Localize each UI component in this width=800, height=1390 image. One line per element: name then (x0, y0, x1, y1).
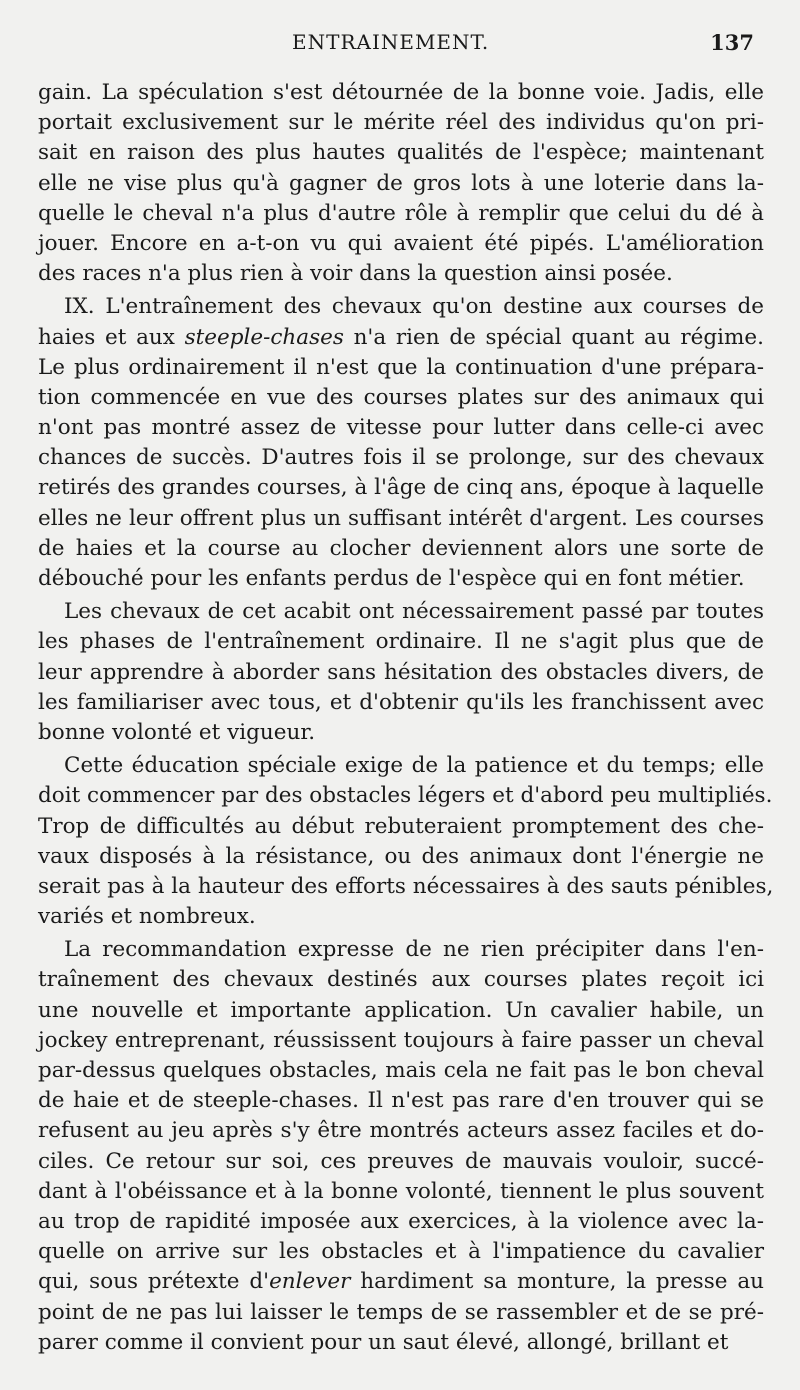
text-line: quelle on arrive sur les obstacles et à l'impatience du cavalier (38, 1239, 764, 1265)
paragraph (38, 935, 764, 1358)
text-line: refusent au jeu après s'y être montrés acteurs assez faciles et do- (38, 1118, 764, 1144)
text-line: de haie et de steeple-chases. Il n'est pas rare d'en trouver qui se (38, 1088, 764, 1114)
paragraph (38, 78, 764, 289)
text-line: point de ne pas lui laisser le temps de se rassembler et de se pré- (38, 1299, 764, 1325)
text-line: elle ne vise plus qu'à gagner de gros lots à une loterie dans la- (38, 170, 764, 196)
text-line: haies et aux steeple-chases n'a rien de spécial quant au régime. (38, 324, 764, 350)
text-line: portait exclusivement sur le mérite réel des individus qu'on pri- (38, 110, 764, 136)
text-line: Le plus ordinairement il n'est que la continuation d'une prépara- (38, 354, 764, 380)
text-line: quelle le cheval n'a plus d'autre rôle à remplir que celui du dé à (38, 200, 764, 226)
text-line: dant à l'obéissance et à la bonne volonté, tiennent le plus souvent (38, 1178, 764, 1204)
text-line: bonne volonté et vigueur. (38, 719, 316, 745)
text-line: chances de succès. D'autres fois il se prolonge, sur des chevaux (38, 445, 764, 471)
text-line: Les chevaux de cet acabit ont nécessairement passé par toutes (64, 599, 764, 625)
text-line: IX. L'entraînement des chevaux qu'on destine aux courses de (64, 294, 764, 320)
text-line: Cette éducation spéciale exige de la patience et du temps; elle (64, 753, 764, 779)
running-title: ENTRAINEMENT. (292, 30, 490, 54)
body-text (38, 78, 774, 1358)
text-line: une nouvelle et importante application. Un cavalier habile, un (38, 997, 764, 1023)
page-number: 137 (710, 30, 754, 55)
text-line: serait pas à la hauteur des efforts nécessaires à des sauts pénibles, (38, 873, 774, 899)
text-line: doit commencer par des obstacles légers et d'abord peu multipliés. (38, 783, 773, 809)
paragraph (38, 751, 774, 932)
page-header (40, 30, 754, 60)
text-line: traînement des chevaux destinés aux courses plates reçoit ici (38, 967, 764, 993)
text-line: La recommandation expresse de ne rien précipiter dans l'en- (64, 937, 764, 963)
text-line: vaux disposés à la résistance, ou des animaux dont l'énergie ne (38, 843, 764, 869)
text-line: Trop de difficultés au début rebuteraient promptement des che- (38, 813, 764, 839)
text-line: débouché pour les enfants perdus de l'espèce qui en font métier. (38, 566, 745, 591)
text-line: ciles. Ce retour sur soi, ces preuves de mauvais vouloir, succé- (38, 1148, 764, 1174)
text-line: tion commencée en vue des courses plates sur des animaux qui (38, 384, 764, 410)
text-line: les familiariser avec tous, et d'obtenir qu'ils les franchissent avec (38, 689, 764, 715)
text-line: par-dessus quelques obstacles, mais cela ne fait pas le bon cheval (38, 1058, 764, 1083)
text-line: gain. La spéculation s'est détournée de la bonne voie. Jadis, elle (38, 80, 764, 105)
text-line: jockey entreprenant, réussissent toujours à faire passer un cheval (38, 1027, 764, 1053)
text-line: retirés des grandes courses, à l'âge de cinq ans, époque à laquelle (38, 475, 764, 501)
text-line: n'ont pas montré assez de vitesse pour lutter dans celle-ci avec (38, 415, 764, 441)
text-line: leur apprendre à aborder sans hésitation des obstacles divers, de (38, 659, 764, 685)
text-line: de haies et la course au clocher deviennent alors une sorte de (38, 535, 764, 561)
paragraph (38, 292, 764, 594)
text-line: qui, sous prétexte d'enlever hardiment sa monture, la presse au (38, 1269, 764, 1295)
text-line: au trop de rapidité imposée aux exercices, à la violence avec la- (38, 1208, 764, 1234)
text-line: elles ne leur offrent plus un suffisant intérêt d'argent. Les courses (38, 505, 764, 531)
text-line: des races n'a plus rien à voir dans la question ainsi posée. (38, 261, 673, 287)
text-line: jouer. Encore en a-t-on vu qui avaient été pipés. L'amélioration (38, 230, 764, 256)
text-line: variés et nombreux. (38, 904, 256, 930)
text-line: sait en raison des plus hautes qualités de l'espèce; maintenant (38, 140, 764, 166)
text-line: les phases de l'entraînement ordinaire. Il ne s'agit plus que de (38, 629, 764, 655)
text-line: parer comme il convient pour un saut élevé, allongé, brillant et (38, 1329, 729, 1355)
paragraph (38, 597, 764, 748)
